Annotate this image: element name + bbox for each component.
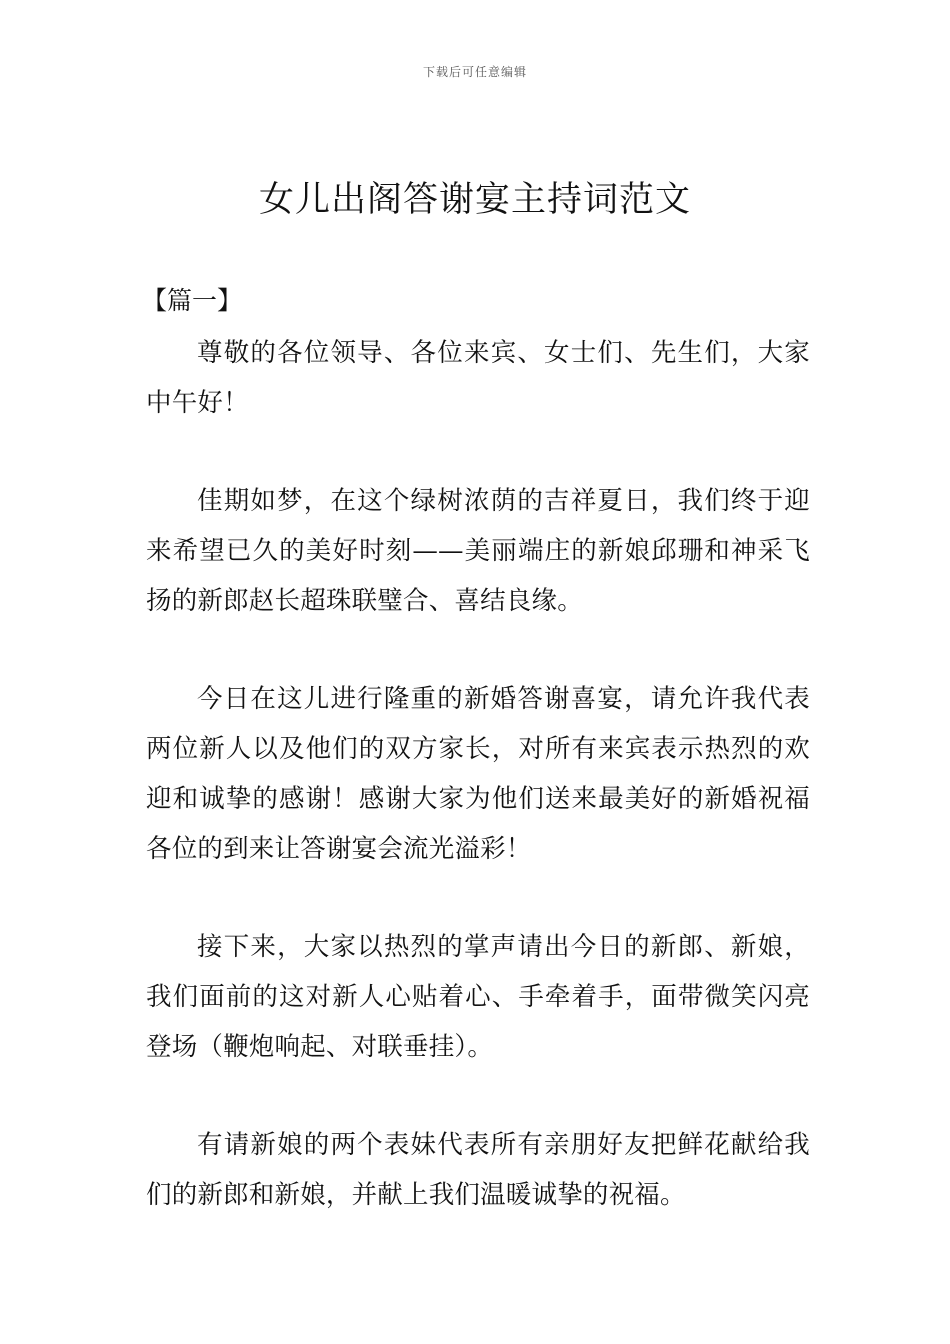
document-body [142, 277, 810, 1220]
section-label: 【篇一】 [142, 286, 243, 315]
header-note: 下载后可任意编辑 [422, 65, 527, 79]
paragraph-thanks: 今日在这儿进行隆重的新婚答谢喜宴，请允许我代表两位新人以及他们的双方家长，对所有来宾表示热烈的欢迎和诚挚的感谢！感谢大家为他们送来最美好的新婚祝福各位的到来让答谢宴会流光溢彩！ [146, 684, 810, 864]
paragraph-flowers: 有请新娘的两个表妹代表所有亲朋好友把鲜花献给我们的新郎和新娘，并献上我们温暖诚挚的祝福。 [146, 1130, 810, 1210]
paragraph-entrance: 接下来，大家以热烈的掌声请出今日的新郎、新娘，我们面前的这对新人心贴着心、手牵着手，面带微笑闪亮登场（鞭炮响起、对联垂挂）。 [146, 932, 810, 1062]
paragraph-occasion: 佳期如梦，在这个绿树浓荫的吉祥夏日，我们终于迎来希望已久的美好时刻——美丽端庄的新娘邱珊和神采飞扬的新郎赵长超珠联璧合、喜结良缘。 [146, 486, 810, 616]
paragraph-greeting: 尊敬的各位领导、各位来宾、女士们、先生们，大家中午好！ [146, 338, 810, 418]
document-title: 女儿出阁答谢宴主持词范文 [258, 180, 691, 220]
